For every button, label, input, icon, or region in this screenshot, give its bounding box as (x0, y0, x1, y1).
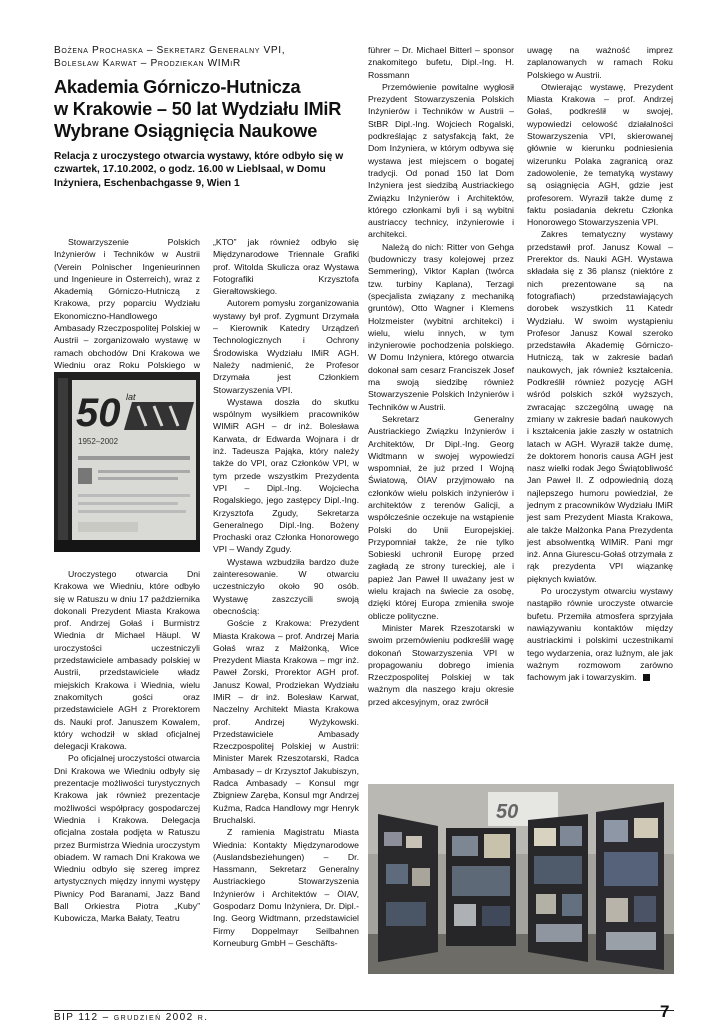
paragraph: Wystawa wzbudziła bardzo duże zainteresowanie. W otwarciu uczestniczyło około 90 osób. Wystawę zaszczycili swoją obecnością: (213, 556, 359, 616)
exhibition-banner-photo (54, 372, 200, 552)
end-of-article-icon (643, 674, 650, 681)
paragraph (527, 585, 673, 683)
author-line: Bożena Prochaska – Sekretarz Generalny VPI, (54, 45, 286, 56)
paragraph: Uroczystego otwarcia Dni Krakowa we Wiedniu, które odbyło się w Ratuszu w dniu 17 października dokonali Prezydent Miasta Krakowa prof. Andrzej Gołaś i Burmistrz Wiednia dr Michael Häupl. W uroczystości uczestniczyli przedstawiciele ambasady polskiej w Austrii, przedstawiciele władz miejskich Krakowa i Wiednia, wielu znakomitych gości oraz przedstawiciele AGH z Prorektorem ds. Nauki prof. Januszem Kowalem, który wchodził w skład oficjalnej delegacji Krakowa. (54, 569, 200, 752)
authors (54, 44, 354, 70)
paragraph: führer – Dr. Michael Bitterl – sponsor znakomitego bufetu, Dipl.-Ing. H. Rossmann (368, 45, 514, 80)
banner-small-text: lat (126, 392, 136, 402)
title-line: Wybrane Osiągnięcia Naukowe (54, 121, 318, 141)
issue-label: BIP 112 – grudzień 2002 r. (54, 1012, 209, 1023)
banner-big-text: 50 (76, 391, 121, 435)
article-title (54, 76, 364, 142)
footer-rule (54, 1010, 674, 1011)
banner-years-text: 1952–2002 (78, 437, 119, 446)
article-lead: Relacja z uroczystego otwarcia wystawy, które odbyło się w czwartek, 17.10.2002, o godz. 16.00 w Lieblsaal, w Domu Inżyniera, Eschenbachgasse 9, Wien 1 (54, 151, 344, 189)
paragraph: uwagę na ważność imprez zaplanowanych w ramach Roku Polskiego w Austrii. (527, 45, 673, 80)
paragraph: Autorem pomysłu zorganizowania wystawy był prof. Zygmunt Drzymała – Kierownik Katedry Urządzeń Technologicznych i Ochrony Środowiska Wydziału IMiR AGH. Należy nadmienić, że Profesor Drzymała jest Członkiem Stowarzyszenia VPI. (213, 298, 359, 395)
paragraph: Należą do nich: Ritter von Gehga (budowniczy trasy kolejowej przez Semmering), Viktor Kaplan (twórca tzw. turbiny Kaplana), Terzagi (specjalista związany z mechaniką gruntów), Otto Wagner i Klemens Holzmeister (wybitni architekci) i wielu, wielu innych, w tym inżynierowie pochodzenia polskiego. W Domu Inżyniera, którego otwarcia dokonał sam cesarz Franciszek Josef ma swoją siedzibę również Stowarzyszenie Polskich Inżynierów i Techników w Austrii. (368, 241, 514, 412)
exhibition-boards-image (368, 784, 674, 974)
closing-paragraph-text: Po uroczystym otwarciu wystawy nastąpiło równie uroczyste otwarcie bufetu. Przemiła atmosfera sprzyjała nawiązywaniu kontaktów między austriackimi i polskimi uczestnikami tego wydarzenia, oraz luźnym, ale jak ważnym rozmowom zarówno fachowym jak i towarzyskim. (527, 586, 673, 683)
column-4 (527, 44, 673, 683)
column-1-top (54, 236, 200, 384)
title-line: Akademia Górniczo-Hutnicza (54, 77, 301, 97)
paragraph: Stowarzyszenie Polskich Inżynierów i Techników w Austrii (Verein Polnischer Ingenieurinnen und Ingenieure in Österreich), wraz z Akademią Górniczo-Hutniczą z Krakowa, przy poparciu Wydziału Ekonomiczno-Handlowego Ambasady Rzeczpospolitej Polskiej w Austrii – zorganizowało wystawę w ramach obchodów Dni Krakowa we Wiedniu oraz Roku Polskiego w (54, 237, 200, 370)
paragraph: Po oficjalnej uroczystości otwarcia Dni Krakowa we Wiedniu odbyły się prezentacje możliwości turystycznych Krakowa jak również prezentacje możliwości współpracy gospodarczej Wiednia i Krakowa. Delegacja oficjalna została podjęta w Ratuszu przez Burmistrza Wiednia uroczystym obiadem. W ramach Dni Krakowa we Wiedniu odbyło się szereg imprez artystycznych między innymi występy Piwnicy Pod Baranami, Jazz Band Ball Orkiestra Piotra „Kuby” Kubowicza, Marka Bałaty, Teatru (54, 753, 200, 924)
paragraph: Goście z Krakowa: Prezydent Miasta Krakowa – prof. Andrzej Maria Gołaś wraz z Małżonką, Wice Prezydent Miasta Krakowa – mgr inż. Paweł Żorski, Prorektor AGH prof. Janusz Kowal, Prodziekan Wydziału IMiR – dr inż. Bolesław Karwat, Naczelny Architekt Miasta Krakowa prof. Andrzej Wyżykowski. Przedstawiciele Ambasady Rzeczpospolitej Polskiej w Austrii: Minister Marek Rzeszotarski, Radca Ambasady – dr Krzysztof Jakubiszyn, Radca Ambasady – Konsul mgr Zbigniew Zaręba, Konsul mgr Andrzej Kuźma, Radca Handlowy mgr Henryk Bruchalski. (213, 618, 359, 825)
paragraph: „KTO” jak również odbyło się Międzynarodowe Triennale Grafiki prof. Witolda Skulicza oraz Wystawa Fotografiki Krzysztofa Gierałtowskiego. (213, 237, 359, 297)
paragraph: Otwierając wystawę, Prezydent Miasta Krakowa – prof. Andrzej Gołaś, podkreślił w swojej, wypowiedzi celowość działalności Stowarzyszenia VPI, skierowanej głównie w kierunku podniesienia wizerunku Polaka zagranicą oraz zadowolenie, że tematyką wystawy są osiągnięcia AGH, gdzie jest profesorem. Wyraził także dumę z faktu posiadania dekretu Członka Honorowego Stowarzyszenia VPI. (527, 81, 673, 228)
page-number: 7 (660, 1002, 670, 1021)
background-banner-text: 50 (496, 801, 519, 823)
paragraph: Przemówienie powitalne wygłosił Prezydent Stowarzyszenia Polskich Inżynierów i Techników w Austrii – StBR Dipl.-Ing. Wojciech Rogalski, podkreślając z satysfakcją fakt, że Dom Inżyniera, w którym odbywa się wystawa jest miejscem o bogatej tradycji. Od ponad 150 lat Dom Inżyniera jest siedzibą Austriackiego Związku Inżynierów i Architektów, którego członkami byli i są wybitni austriaccy technicy, inżynierowie i architekci. (368, 81, 514, 240)
exhibition-banner-image (54, 372, 200, 552)
paragraph: Z ramienia Magistratu Miasta Wiednia: Kontakty Międzynarodowe (Auslandsbeziehungen) – Dr. Hassmann, Sekretarz Generalny Austriackiego Stowarzyszenia Inżynierów i Architektów – ÖIAV, Gospodarz Domu Inżyniera, Dr. Dipl.-Ing. Georg Widtmann, przedstawiciel Firmy Doppelmayr Seilbahnen Korneuburg GmbH – Geschäfts- (213, 827, 359, 948)
column-3 (368, 44, 514, 708)
column-2 (213, 236, 359, 949)
column-1-bottom (54, 568, 200, 925)
paragraph: Zakres tematyczny wystawy przedstawił prof. Janusz Kowal – Prerektor ds. Nauki AGH. Wystawa składała się z 36 plansz (niektóre z nich prezentowane są na fotografiach) przedstawiających dorobek wszystkich 11 Katedr Wydziału. W swoim wystąpieniu Profesor Janusz Kowal szeroko przedstawiła Akademię Górniczo-Hutniczą, tak w zakresie badań naukowych, jak również kształcenia. Podkreślił również pozycję AGH wśród polskich szkół wyższych, zwracając szczególną uwagę na zmiany w zakresie badań naukowych i kształcenia jakie zaszły w ostatnich latach w AGH. Wyraził także dumę, że doktorem honoris causa AGH jest nasz wielki rodak Jego Świątobliwość Jan Paweł II. Z odpowiednią dozą najlepszego humoru powiedział, że jednym z pracowników Wydziału IMiR jest sam Prezydent Miasta Krakowa, ale także Małżonka Pana Prezydenta jest absolwentką WIMiR. Pani mgr inż. Anna Giurescu-Gołaś otrzymała z rąk prezydenta VPI wiązankę pięknych kwiatów. (527, 229, 673, 584)
paragraph: Wystawa doszła do skutku wspólnym wysiłkiem pracowników WIMiR AGH – dr inż. Bolesława Karwata, dr Edwarda Wojnara i dr inż. Tadeusza Pająka, który należy także do VPI, oraz Członków VPI, w tym przede wszystkim Prezydenta VPI – Dipl.-Ing. Wojciecha Rogalskiego, jego zastępcy Dipl.-Ing. Krzysztofa Zgudy, Sekretarza Generalnego Dipl.-Ing. Bożeny Prochaski oraz Członka Honorowego VPI – Wandy Zgudy. (213, 396, 359, 555)
exhibition-boards-photo (368, 784, 674, 974)
author-line: Bolesław Karwat – Prodziekan WIMiR (54, 58, 241, 69)
title-line: w Krakowie – 50 lat Wydziału IMiR (54, 99, 342, 119)
paragraph: Sekretarz Generalny Austriackiego Związku Inżynierów i Architektów, Dr Dipl.-Ing. Georg Widtmann w swojej wypowiedzi wspomniał, że już przed I Wojną Światową, ÖIAV przyjmowało na członków wielu polskich inżynierów i architektów z terenów Galicji, a współcześnie oczekuje na wstąpienie Polski do Unii Europejskiej. Przypomniał także, że nie tylko Sobieski uchronił Europę przed zagładą ze strony tureckiej, ale i papież Jan Paweł II uważany jest w wielu krajach na świecie za osobę, dzięki której Europa zmieniła swoje oblicze polityczne. (368, 413, 514, 621)
paragraph: Minister Marek Rzeszotarski w swoim przemówieniu podkreślił wagę dokonań Stowarzyszenia VPI w propagowaniu dobrego imienia Rzeczpospolitej Polskiej w tak ważnym dla naszego kraju okresie przed akcesyjnym, oraz zwrócił (368, 622, 514, 707)
